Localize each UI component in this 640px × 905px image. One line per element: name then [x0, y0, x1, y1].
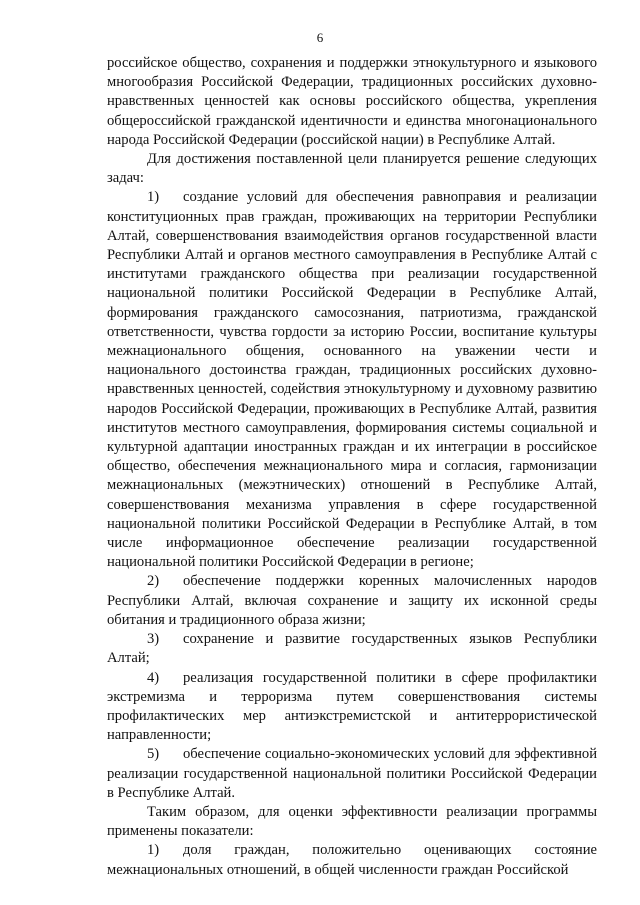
- list-item-text: реализация государственной политики в сфере профилактики экстремизма и терроризма путем совершенствования системы профилактических мер антиэкстремистской и антитеррористической направленности;: [107, 669, 597, 744]
- list-item-number: 5): [147, 746, 160, 763]
- list-item-text: обеспечение социально-экономических условий для эффективной реализации государственной национальной политики Российской Федерации в Республике Алтай.: [107, 746, 597, 801]
- list-item-task-5: [107, 745, 597, 803]
- document-body: [107, 54, 597, 880]
- list-item-text: обеспечение поддержки коренных малочисленных народов Республики Алтай, включая сохранение и защиту их исконной среды обитания и традиционного образа жизни;: [107, 573, 597, 628]
- list-item-task-2: [107, 572, 597, 630]
- paragraph-text: российское общество, сохранения и поддержки этнокультурного и языкового многообразия Российской Федерации, традиционных российских духовно-нравственных ценностей как основы российского общества, укрепления общероссийской гражданской идентичности и единства многонационального народа Российской Федерации (российской нации) в Республике Алтай.: [107, 55, 597, 148]
- list-item-task-3: [107, 630, 597, 668]
- list-item-text: создание условий для обеспечения равноправия и реализации конституционных прав граждан, проживающих на территории Республики Алтай, совершенствования взаимодействия органов государственной власти Республики Алтай и органов местного самоуправления в Республике Алтай с институтами гражданского общества при реализации государственной национальной политики Российской Федерации в Республике Алтай, формирования гражданского самосознания, патриотизма, гражданской ответственности, чувства гордости за историю России, воспитание культуры межнационального общения, основанного на уважении чести и национального достоинства граждан, традиционных российских духовно-нравственных ценностей, содействия этнокультурному и духовному развитию народов Российской Федерации, проживающих в Республике Алтай, развития институтов местного самоуправления, формирования системы социальной и культурной адаптации иностранных граждан и их интеграции в российское общество, обеспечения межнационального мира и согласия, гармонизации межнациональных (межэтнических) отношений в Республике Алтай, совершенствования механизма управления в сфере государственной национальной политики Российской Федерации в Республике Алтай, в том числе информационное обеспечение реализации государственной национальной политики Российской Федерации в регионе;: [107, 189, 597, 571]
- paragraph-text: Для достижения поставленной цели планируется решение следующих задач:: [107, 151, 597, 187]
- paragraph-indicators-intro: [107, 803, 597, 841]
- page-number: 6: [316, 30, 324, 45]
- list-item-task-4: [107, 669, 597, 746]
- list-item-number: 4): [147, 669, 160, 686]
- list-item-task-1: [107, 188, 597, 572]
- paragraph-text: Таким образом, для оценки эффективности реализации программы применены показатели:: [107, 803, 597, 840]
- paragraph-intro-continuation: [107, 54, 597, 150]
- list-item-number: 3): [147, 631, 160, 648]
- list-item-number: 1): [147, 189, 160, 206]
- list-item-number: 2): [147, 573, 160, 590]
- paragraph-tasks-intro: [107, 150, 597, 188]
- list-item-text: доля граждан, положительно оценивающих состояние межнациональных отношений, в общей численности граждан Российской: [107, 842, 597, 878]
- list-item-text: сохранение и развитие государственных языков Республики Алтай;: [107, 631, 597, 667]
- list-item-indicator-1: [107, 841, 597, 879]
- list-item-number: 1): [147, 842, 160, 859]
